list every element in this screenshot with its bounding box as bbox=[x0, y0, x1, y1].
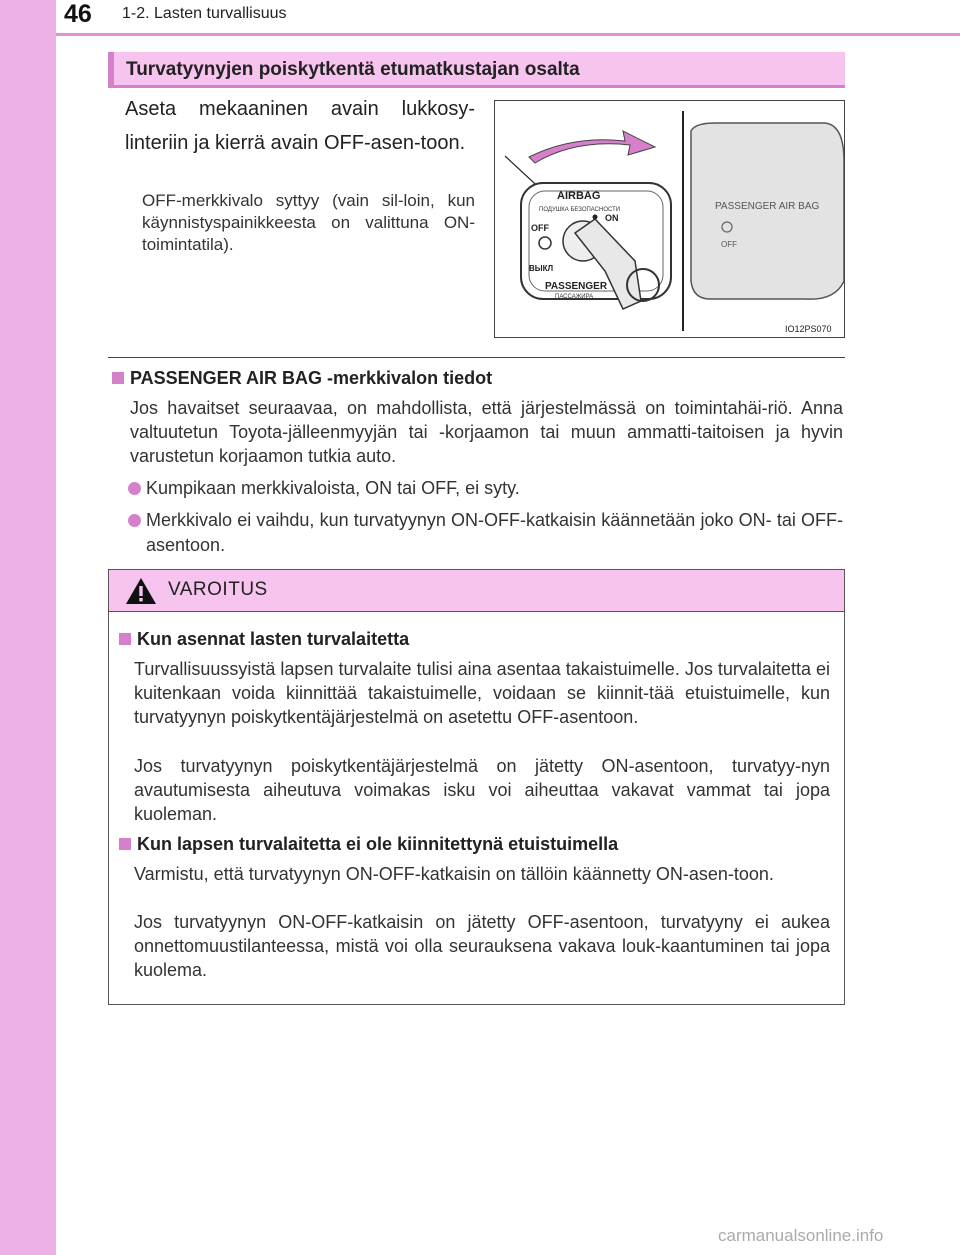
section-title-bar bbox=[108, 52, 845, 88]
warning-triangle-icon bbox=[125, 577, 157, 605]
side-tab bbox=[0, 0, 56, 1255]
page-number: 46 bbox=[64, 0, 92, 28]
info-bullet-text: Kumpikaan merkkivaloista, ON tai OFF, ei syty. bbox=[146, 478, 520, 498]
info-bullet bbox=[128, 476, 843, 501]
info-heading-text: PASSENGER AIR BAG -merkkivalon tiedot bbox=[130, 368, 493, 388]
turn-arrow-icon bbox=[529, 131, 655, 163]
warning-item-heading bbox=[119, 629, 409, 650]
warning-box bbox=[108, 569, 845, 1005]
warning-header bbox=[109, 570, 844, 612]
panel-passenger-airbag-label: PASSENGER AIR BAG bbox=[715, 201, 820, 212]
step-note: OFF-merkkivalo syttyy (vain sil-loin, kun käynnistyspainikkeesta on valittuna ON-toimintatila). bbox=[142, 191, 475, 254]
warning-label: VAROITUS bbox=[168, 579, 268, 600]
header-rule bbox=[56, 33, 960, 36]
warning-item-heading-text: Kun asennat lasten turvalaitetta bbox=[137, 629, 410, 649]
switch-on-label: ON bbox=[605, 213, 619, 223]
switch-passenger-ru-label: ПАССАЖИРА bbox=[555, 294, 594, 300]
info-bullet bbox=[128, 508, 843, 558]
heading-square-icon bbox=[119, 838, 131, 850]
info-paragraph: Jos havaitset seuraavaa, on mahdollista, että järjestelmässä on toimintahäi-riö. Anna valtuutetun Toyota-jälleenmyyjän tai -korjaamon tai muun ammatti-taitoisen ja hyvin varustetun korjaamon tutkia auto. bbox=[130, 398, 843, 466]
switch-passenger-label: PASSENGER bbox=[545, 281, 608, 292]
warning-item-heading-text: Kun lapsen turvalaitetta ei ole kiinnitettynä etuistuimella bbox=[137, 834, 619, 854]
info-heading bbox=[112, 368, 492, 389]
section-title-accent bbox=[108, 52, 114, 88]
section-divider bbox=[108, 357, 845, 358]
heading-square-icon bbox=[119, 633, 131, 645]
bullet-dot-icon bbox=[128, 482, 141, 495]
heading-square-icon bbox=[112, 372, 124, 384]
footer-watermark: carmanualsonline.info bbox=[718, 1226, 884, 1245]
info-bullet-text: Merkkivalo ei vaihdu, kun turvatyynyn ON-OFF-katkaisin käännetään joko ON- tai OFF-asentoon. bbox=[146, 510, 843, 555]
airbag-switch-figure bbox=[494, 100, 845, 338]
warning-item-text: Varmistu, että turvatyynyn ON-OFF-katkaisin on tällöin käännetty ON-asen-toon. bbox=[134, 864, 774, 884]
switch-top-label: AIRBAG bbox=[557, 190, 601, 202]
bullet-dot-icon bbox=[128, 514, 141, 527]
warning-item-text: Jos turvatyynyn poiskytkentäjärjestelmä on jätetty ON-asentoon, turvatyy-nyn avautumisesta aiheutuva voimakas isku voi aiheuttaa vakavat vammat tai jopa kuoleman. bbox=[134, 756, 830, 824]
panel-off-label: OFF bbox=[721, 240, 737, 249]
warning-item-text: Turvallisuussyistä lapsen turvalaite tulisi aina asentaa takaistuimelle. Jos turvalaitetta ei kuitenkaan voida kiinnittää takaistuimelle, voidaan se kiinnit-tää etuistuimelle, kun turvatyynyn poiskytkentäjärjestelmä on asetettu OFF-asentoon. bbox=[134, 659, 830, 727]
airbag-switch-illustration bbox=[495, 101, 844, 337]
chapter-title: 1-2. Lasten turvallisuus bbox=[122, 5, 287, 22]
switch-off-label: OFF bbox=[531, 223, 549, 233]
section-title: Turvatyynyjen poiskytkentä etumatkustajan osalta bbox=[126, 59, 580, 80]
warning-item-heading bbox=[119, 834, 618, 855]
switch-off-ru-label: ВЫКЛ bbox=[529, 264, 554, 273]
switch-top-ru-label: ПОДУШКА БЕЗОПАСНОСТИ bbox=[539, 207, 621, 213]
figure-code: IO12PS070 bbox=[785, 324, 832, 334]
step-instruction: Aseta mekaaninen avain lukkosy-linteriin ja kierrä avain OFF-asen-toon. bbox=[125, 98, 475, 154]
warning-item-text: Jos turvatyynyn ON-OFF-katkaisin on jätetty OFF-asentoon, turvatyyny ei aukea onnettomuustilanteessa, mistä voi olla seurauksena vakava louk-kaantuminen tai jopa kuolema. bbox=[134, 912, 830, 980]
